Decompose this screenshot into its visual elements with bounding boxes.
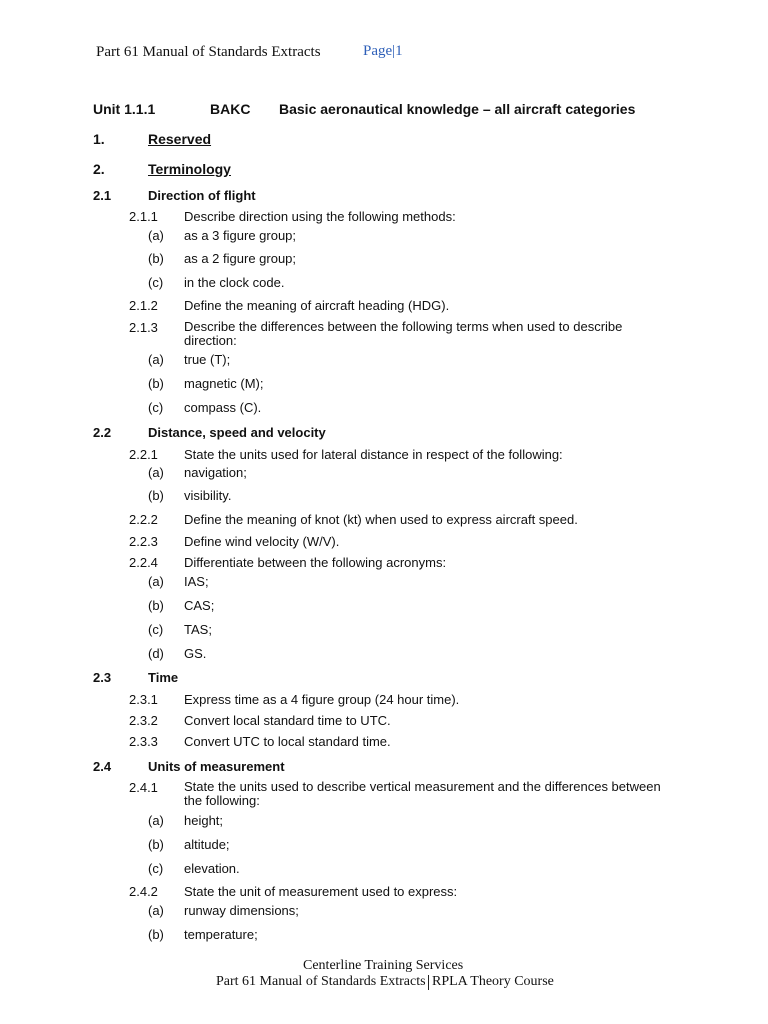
item-number: (a) [148,228,164,243]
item-number: 2.2.2 [129,512,158,527]
item-text: compass (C). [184,400,262,415]
item-number: 2.1.3 [129,320,158,335]
item-text: runway dimensions; [184,903,299,918]
subsection-number: 2.1 [93,188,112,203]
item-text: height; [184,813,224,828]
subsection-number: 2.3 [93,670,112,685]
item-number: 2.3.1 [129,692,158,707]
item-number: (c) [148,275,164,290]
subsection-title: Time [148,670,179,685]
item-text: elevation. [184,861,240,876]
item-number: (c) [148,622,164,637]
section-number: 2. [93,161,105,177]
item-number: (a) [148,465,164,480]
item-number: (b) [148,376,164,391]
footer-right: RPLA Theory Course [432,974,554,989]
item-number: 2.1.2 [129,298,158,313]
item-number: 2.2.1 [129,447,158,462]
item-text: CAS; [184,598,215,613]
item-text: Convert UTC to local standard time. [184,734,391,749]
item-text: Describe direction using the following methods: [184,209,456,224]
subsection-number: 2.4 [93,759,112,774]
item-number: (a) [148,813,164,828]
item-number: (b) [148,837,164,852]
footer-company: Centerline Training Services [303,958,464,973]
item-number: 2.2.4 [129,555,158,570]
item-number: (a) [148,352,164,367]
item-number: (a) [148,903,164,918]
unit-abbr: BAKC [210,101,251,117]
item-number: 2.4.1 [129,780,158,795]
item-number: (c) [148,861,164,876]
item-text: Define the meaning of aircraft heading (HDG). [184,298,450,313]
item-text: Describe the differences between the following terms when used to describe direction: [184,319,623,348]
item-number: 2.3.3 [129,734,158,749]
item-number: (a) [148,574,164,589]
item-number: 2.2.3 [129,534,158,549]
page-number: Page|1 [363,43,403,59]
item-number: (b) [148,598,164,613]
subsection-title: Direction of flight [148,188,256,203]
item-text: altitude; [184,837,230,852]
item-number: 2.4.2 [129,884,158,899]
item-text: in the clock code. [184,275,285,290]
item-text: visibility. [184,488,232,503]
subsection-number: 2.2 [93,425,112,440]
item-number: (c) [148,400,164,415]
unit-title: Basic aeronautical knowledge – all aircraft categories [279,101,636,117]
item-text: Define the meaning of knot (kt) when used to express aircraft speed. [184,512,578,527]
item-number: (b) [148,488,164,503]
section-number: 1. [93,131,105,147]
item-text: temperature; [184,927,258,942]
item-text: Convert local standard time to UTC. [184,713,391,728]
item-text: Differentiate between the following acronyms: [184,555,447,570]
subsection-title: Distance, speed and velocity [148,425,326,440]
item-text: State the units used for lateral distance in respect of the following: [184,447,563,462]
item-number: (d) [148,646,164,661]
item-text: State the units used to describe vertical measurement and the differences between the following: [184,779,661,808]
item-text: GS. [184,646,207,661]
item-number: (b) [148,251,164,266]
item-text: IAS; [184,574,209,589]
item-text: TAS; [184,622,212,637]
item-text: as a 2 figure group; [184,251,297,266]
footer-left: Part 61 Manual of Standards Extracts [216,974,426,989]
item-text: navigation; [184,465,247,480]
footer-divider [428,975,429,990]
item-text: magnetic (M); [184,376,264,391]
section-title: Terminology [148,161,231,177]
item-text: Define wind velocity (W/V). [184,534,340,549]
item-text: State the unit of measurement used to express: [184,884,458,899]
subsection-title: Units of measurement [148,759,285,774]
item-number: 2.3.2 [129,713,158,728]
item-number: (b) [148,927,164,942]
item-number: 2.1.1 [129,209,158,224]
section-title: Reserved [148,131,212,147]
item-text: Express time as a 4 figure group (24 hour time). [184,692,460,707]
item-text: as a 3 figure group; [184,228,297,243]
header-title: Part 61 Manual of Standards Extracts [96,44,321,60]
item-text: true (T); [184,352,231,367]
unit-code: Unit 1.1.1 [93,101,156,117]
